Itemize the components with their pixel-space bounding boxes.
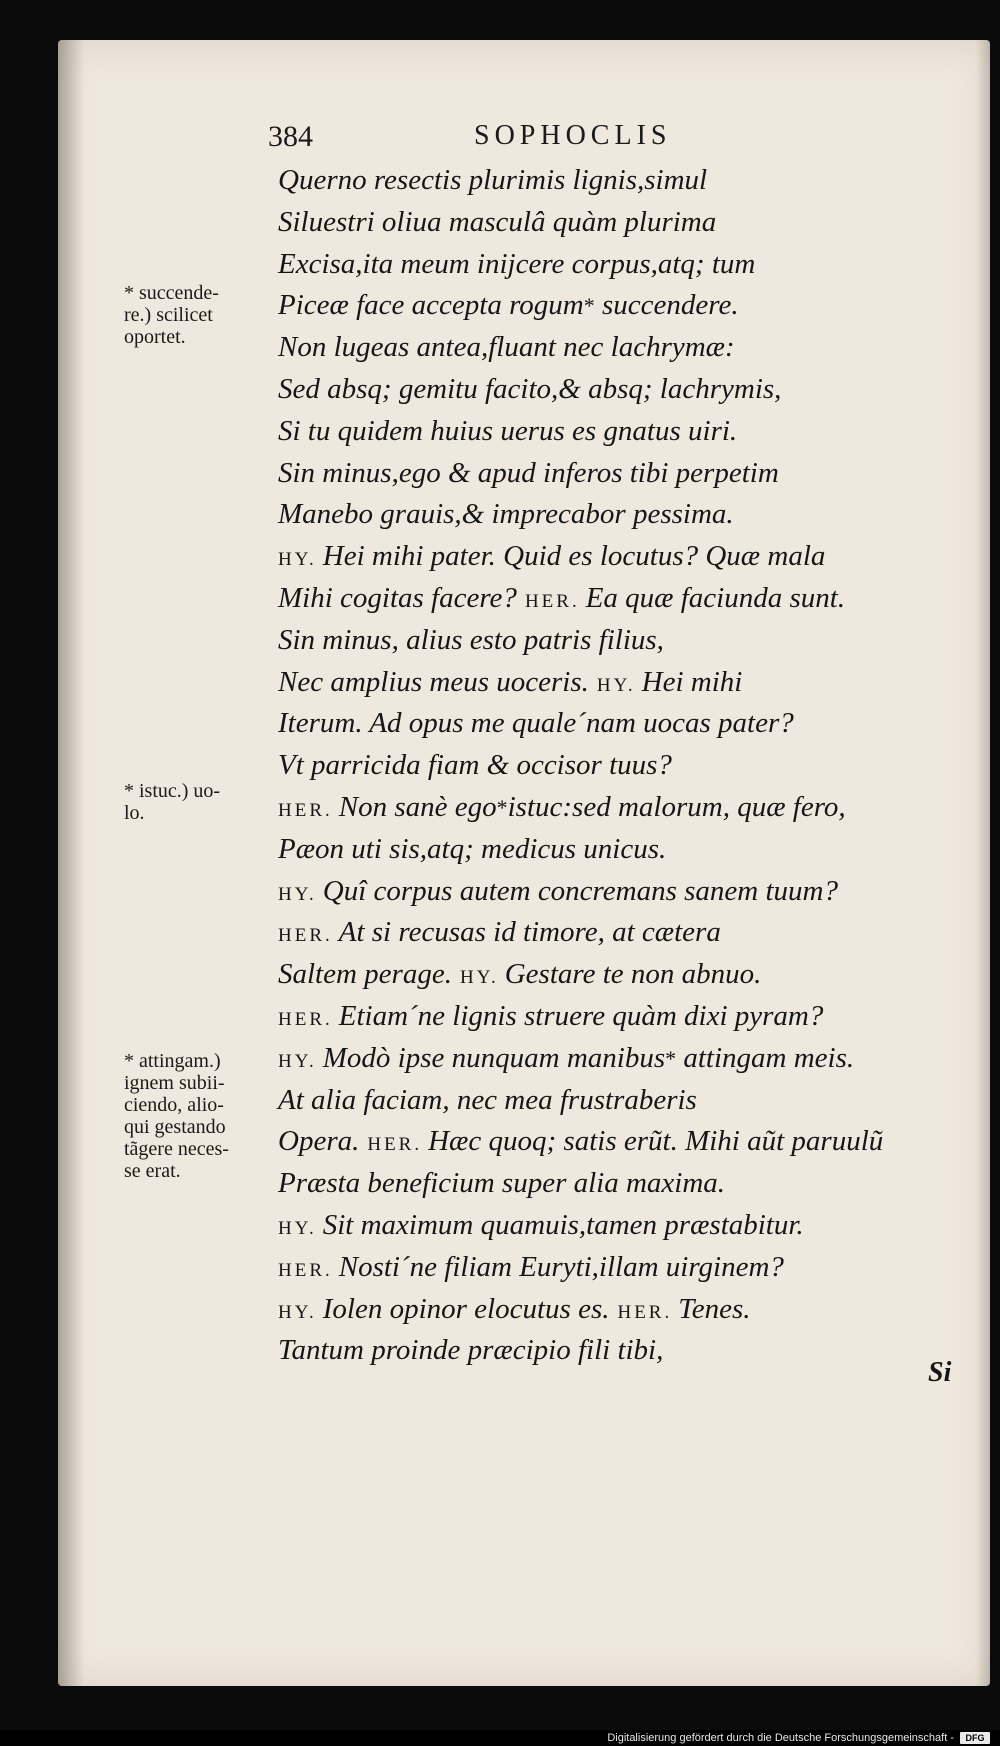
verse-line [278, 411, 968, 453]
verse-line [278, 1205, 968, 1247]
line-text: Nec amplius meus uoceris. [278, 665, 589, 698]
speaker-label: HY. [278, 1217, 317, 1239]
line-text: Piceæ face accepta rogum [278, 289, 584, 322]
footer-bar [0, 1730, 1000, 1746]
verse-line [278, 745, 968, 787]
line-text: Saltem perage. [278, 958, 452, 991]
note-line: se erat. [124, 1160, 181, 1182]
line-text: Hei mihi [641, 665, 743, 698]
speaker-label: HER. [278, 799, 333, 821]
line-text: Sin minus,ego & apud inferos tibi perpetim [278, 456, 779, 489]
note-line: * attingam.) [124, 1050, 221, 1072]
verse-line [278, 369, 968, 411]
speaker-label: HY. [278, 549, 317, 571]
verse-line [278, 160, 968, 202]
note-line: * istuc.) uo- [124, 780, 221, 802]
line-text: succendere. [594, 289, 739, 322]
note-line: lo. [124, 802, 145, 824]
verse-line [278, 787, 968, 829]
line-text: Si tu quidem huius uerus es gnatus uiri. [278, 414, 738, 447]
dfg-logo-icon: DFG [960, 1732, 990, 1744]
line-text: Hæc quoq; satis erũt. Mihi aũt paruulũ [428, 1125, 884, 1158]
verse-line [278, 996, 968, 1038]
line-text: Modò ipse nunquam manibus [322, 1041, 666, 1074]
line-text: Præsta beneficium super alia maxima. [278, 1167, 726, 1200]
line-text: Non lugeas antea,fluant nec lachrymæ: [278, 331, 735, 364]
speaker-label: HY. [596, 674, 636, 696]
running-head: SOPHOCLIS [474, 120, 672, 151]
line-text: Quî corpus autem concremans sanem tuum? [322, 874, 838, 907]
speaker-label: HER. [524, 590, 580, 612]
page-binding-shadow [58, 40, 84, 1686]
page-header [268, 120, 748, 156]
note-mark: * [665, 1045, 677, 1071]
line-text: Sin minus, alius esto patris filius, [278, 623, 664, 656]
note-line: qui gestando [124, 1116, 226, 1138]
speaker-label: HER. [367, 1134, 423, 1156]
verse-line [278, 954, 968, 996]
line-text: istuc:sed malorum, quæ fero, [507, 790, 846, 823]
line-text: Non sanè ego [338, 790, 497, 823]
speaker-label: HER. [278, 1008, 333, 1030]
verse-line [278, 1163, 968, 1205]
marginal-note [124, 780, 220, 824]
page-edge-shadow [976, 40, 990, 1686]
verse-line [278, 1038, 968, 1080]
verse-line [278, 1121, 968, 1163]
verse-line [278, 285, 968, 327]
note-line: oportet. [124, 326, 186, 348]
speaker-label: HER. [617, 1301, 673, 1323]
line-text: Siluestri oliua masculâ quàm plurima [278, 205, 717, 238]
verse-line [278, 912, 968, 954]
speaker-label: HY. [278, 1050, 317, 1072]
line-text: Sit maximum quamuis,tamen præstabitur. [322, 1208, 804, 1241]
verse-line [278, 494, 968, 536]
verse-line [278, 703, 968, 745]
line-text: Excisa,ita meum inijcere corpus,atq; tum [278, 247, 756, 280]
verse-line [278, 620, 968, 662]
footer-credit: Digitalisierung gefördert durch die Deutsche Forschungsgemeinschaft - [607, 1732, 954, 1744]
speaker-label: HY. [459, 967, 499, 989]
verse-line [278, 536, 968, 578]
line-text: Opera. [278, 1125, 360, 1158]
page-number: 384 [268, 120, 313, 153]
verse-line [278, 829, 968, 871]
catchword: Si [928, 1357, 952, 1388]
verse-line [278, 453, 968, 495]
line-text: Nosti´ne filiam Euryti,illam uirginem? [338, 1250, 784, 1283]
note-line: * succende- [124, 282, 219, 304]
line-text: Tenes. [678, 1292, 751, 1325]
verse-line [278, 327, 968, 369]
speaker-label: HY. [278, 1301, 317, 1323]
speaker-label: HY. [278, 883, 317, 905]
verse-line [278, 202, 968, 244]
text-block [278, 160, 968, 1372]
line-text: Querno resectis plurimis lignis,simul [278, 164, 708, 196]
note-mark: * [496, 794, 508, 820]
line-text: At si recusas id timore, at cætera [338, 916, 721, 949]
line-text: Iolen opinor elocutus es. [322, 1292, 610, 1325]
verse-line [278, 244, 968, 286]
line-text: Etiam´ne lignis struere quàm dixi pyram? [338, 999, 824, 1032]
verse-line [278, 1289, 968, 1331]
verse-line [278, 1080, 968, 1122]
speaker-label: HER. [278, 1259, 333, 1281]
line-text: Gestare te non abnuo. [504, 958, 762, 991]
line-text: Vt parricida fiam & occisor tuus? [278, 749, 672, 782]
verse-line [278, 578, 968, 620]
speaker-label: HER. [278, 925, 333, 947]
note-line: ciendo, alio- [124, 1094, 224, 1116]
verse-line [278, 871, 968, 913]
line-text: Tantum proinde præcipio fili tibi, [278, 1334, 664, 1367]
note-line: re.) scilicet [124, 304, 213, 326]
line-text: At alia faciam, nec mea frustraberis [278, 1083, 697, 1116]
verse-line [278, 662, 968, 704]
line-text: Ea quæ faciunda sunt. [585, 581, 846, 614]
marginal-note [124, 282, 219, 348]
line-text: Pæon uti sis,atq; medicus unicus. [278, 832, 667, 865]
verse-line [278, 1330, 968, 1372]
marginal-note [124, 1050, 229, 1182]
note-mark: * [583, 293, 595, 319]
line-text: Hei mihi pater. Quid es locutus? Quæ mala [322, 540, 826, 573]
line-text: attingam meis. [676, 1041, 855, 1074]
note-line: ignem subii- [124, 1072, 225, 1094]
line-text: Iterum. Ad opus me quale´nam uocas pater? [278, 707, 794, 740]
note-line: tãgere neces- [124, 1138, 229, 1160]
line-text: Mihi cogitas facere? [278, 581, 517, 614]
line-text: Manebo grauis,& imprecabor pessima. [278, 498, 734, 531]
line-text: Sed absq; gemitu facito,& absq; lachrymis, [278, 372, 782, 405]
verse-line [278, 1247, 968, 1289]
